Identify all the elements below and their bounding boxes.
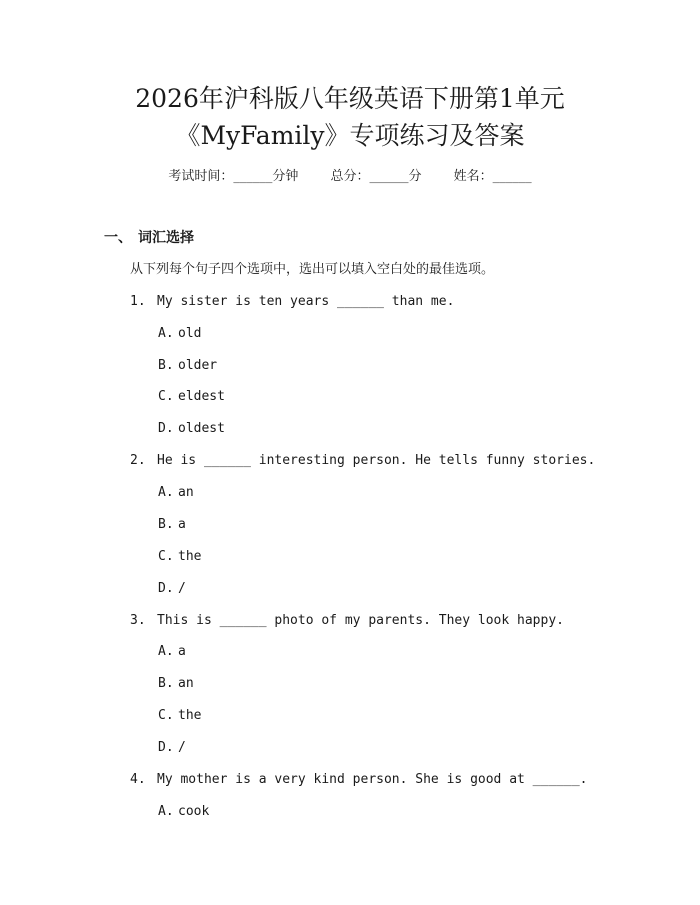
option-1a (158, 324, 201, 344)
option-text: a (178, 644, 186, 659)
total-score: 总分：______分 (330, 169, 422, 184)
student-name: 姓名：______ (453, 169, 532, 184)
option-letter: D. (158, 740, 174, 755)
question-number: 3. (130, 613, 146, 628)
option-letter: B. (158, 676, 174, 691)
option-letter: A. (158, 326, 174, 341)
option-letter: C. (158, 708, 174, 723)
option-1d (158, 419, 225, 439)
question-3 (130, 611, 564, 631)
exam-meta (0, 167, 700, 187)
section-heading (104, 228, 194, 248)
option-3d (158, 738, 186, 758)
option-text: the (178, 708, 202, 723)
question-number: 4. (130, 772, 146, 787)
option-letter: A. (158, 804, 174, 819)
title-line-2: 《MyFamily》专项练习及答案 (175, 121, 525, 150)
question-text: My mother is a very kind person. She is good at ______. (157, 772, 588, 787)
option-text: oldest (178, 421, 225, 436)
option-text: cook (178, 804, 210, 819)
option-text: / (178, 581, 186, 596)
option-letter: C. (158, 389, 174, 404)
option-letter: A. (158, 485, 174, 500)
question-text: He is ______ interesting person. He tells funny stories. (157, 453, 596, 468)
option-letter: A. (158, 644, 174, 659)
option-2b (158, 515, 186, 535)
option-text: / (178, 740, 186, 755)
option-letter: B. (158, 358, 174, 373)
question-2 (130, 451, 595, 471)
option-text: an (178, 676, 194, 691)
option-1c (158, 387, 225, 407)
option-4a (158, 802, 209, 822)
instructions: 从下列每个句子四个选项中，选出可以填入空白处的最佳选项。 (130, 262, 495, 277)
option-3c (158, 706, 201, 726)
option-letter: C. (158, 549, 174, 564)
option-text: older (178, 358, 218, 373)
section-title: 词汇选择 (138, 230, 194, 246)
option-2c (158, 547, 201, 567)
option-3b (158, 674, 194, 694)
option-2a (158, 483, 194, 503)
question-number: 2. (130, 453, 146, 468)
option-text: a (178, 517, 186, 532)
option-text: old (178, 326, 202, 341)
title-line-1: 2026年沪科版八年级英语下册第1单元 (135, 84, 565, 113)
question-text: My sister is ten years ______ than me. (157, 294, 455, 309)
option-text: an (178, 485, 194, 500)
question-text: This is ______ photo of my parents. They look happy. (157, 613, 564, 628)
option-text: the (178, 549, 202, 564)
option-letter: D. (158, 421, 174, 436)
option-letter: B. (158, 517, 174, 532)
option-text: eldest (178, 389, 225, 404)
exam-time: 考试时间：______分钟 (168, 169, 299, 184)
option-3a (158, 642, 186, 662)
question-number: 1. (130, 294, 146, 309)
question-1 (130, 292, 454, 312)
option-1b (158, 356, 217, 376)
question-4 (130, 770, 587, 790)
option-2d (158, 579, 186, 599)
option-letter: D. (158, 581, 174, 596)
section-number: 一、 (104, 230, 132, 246)
